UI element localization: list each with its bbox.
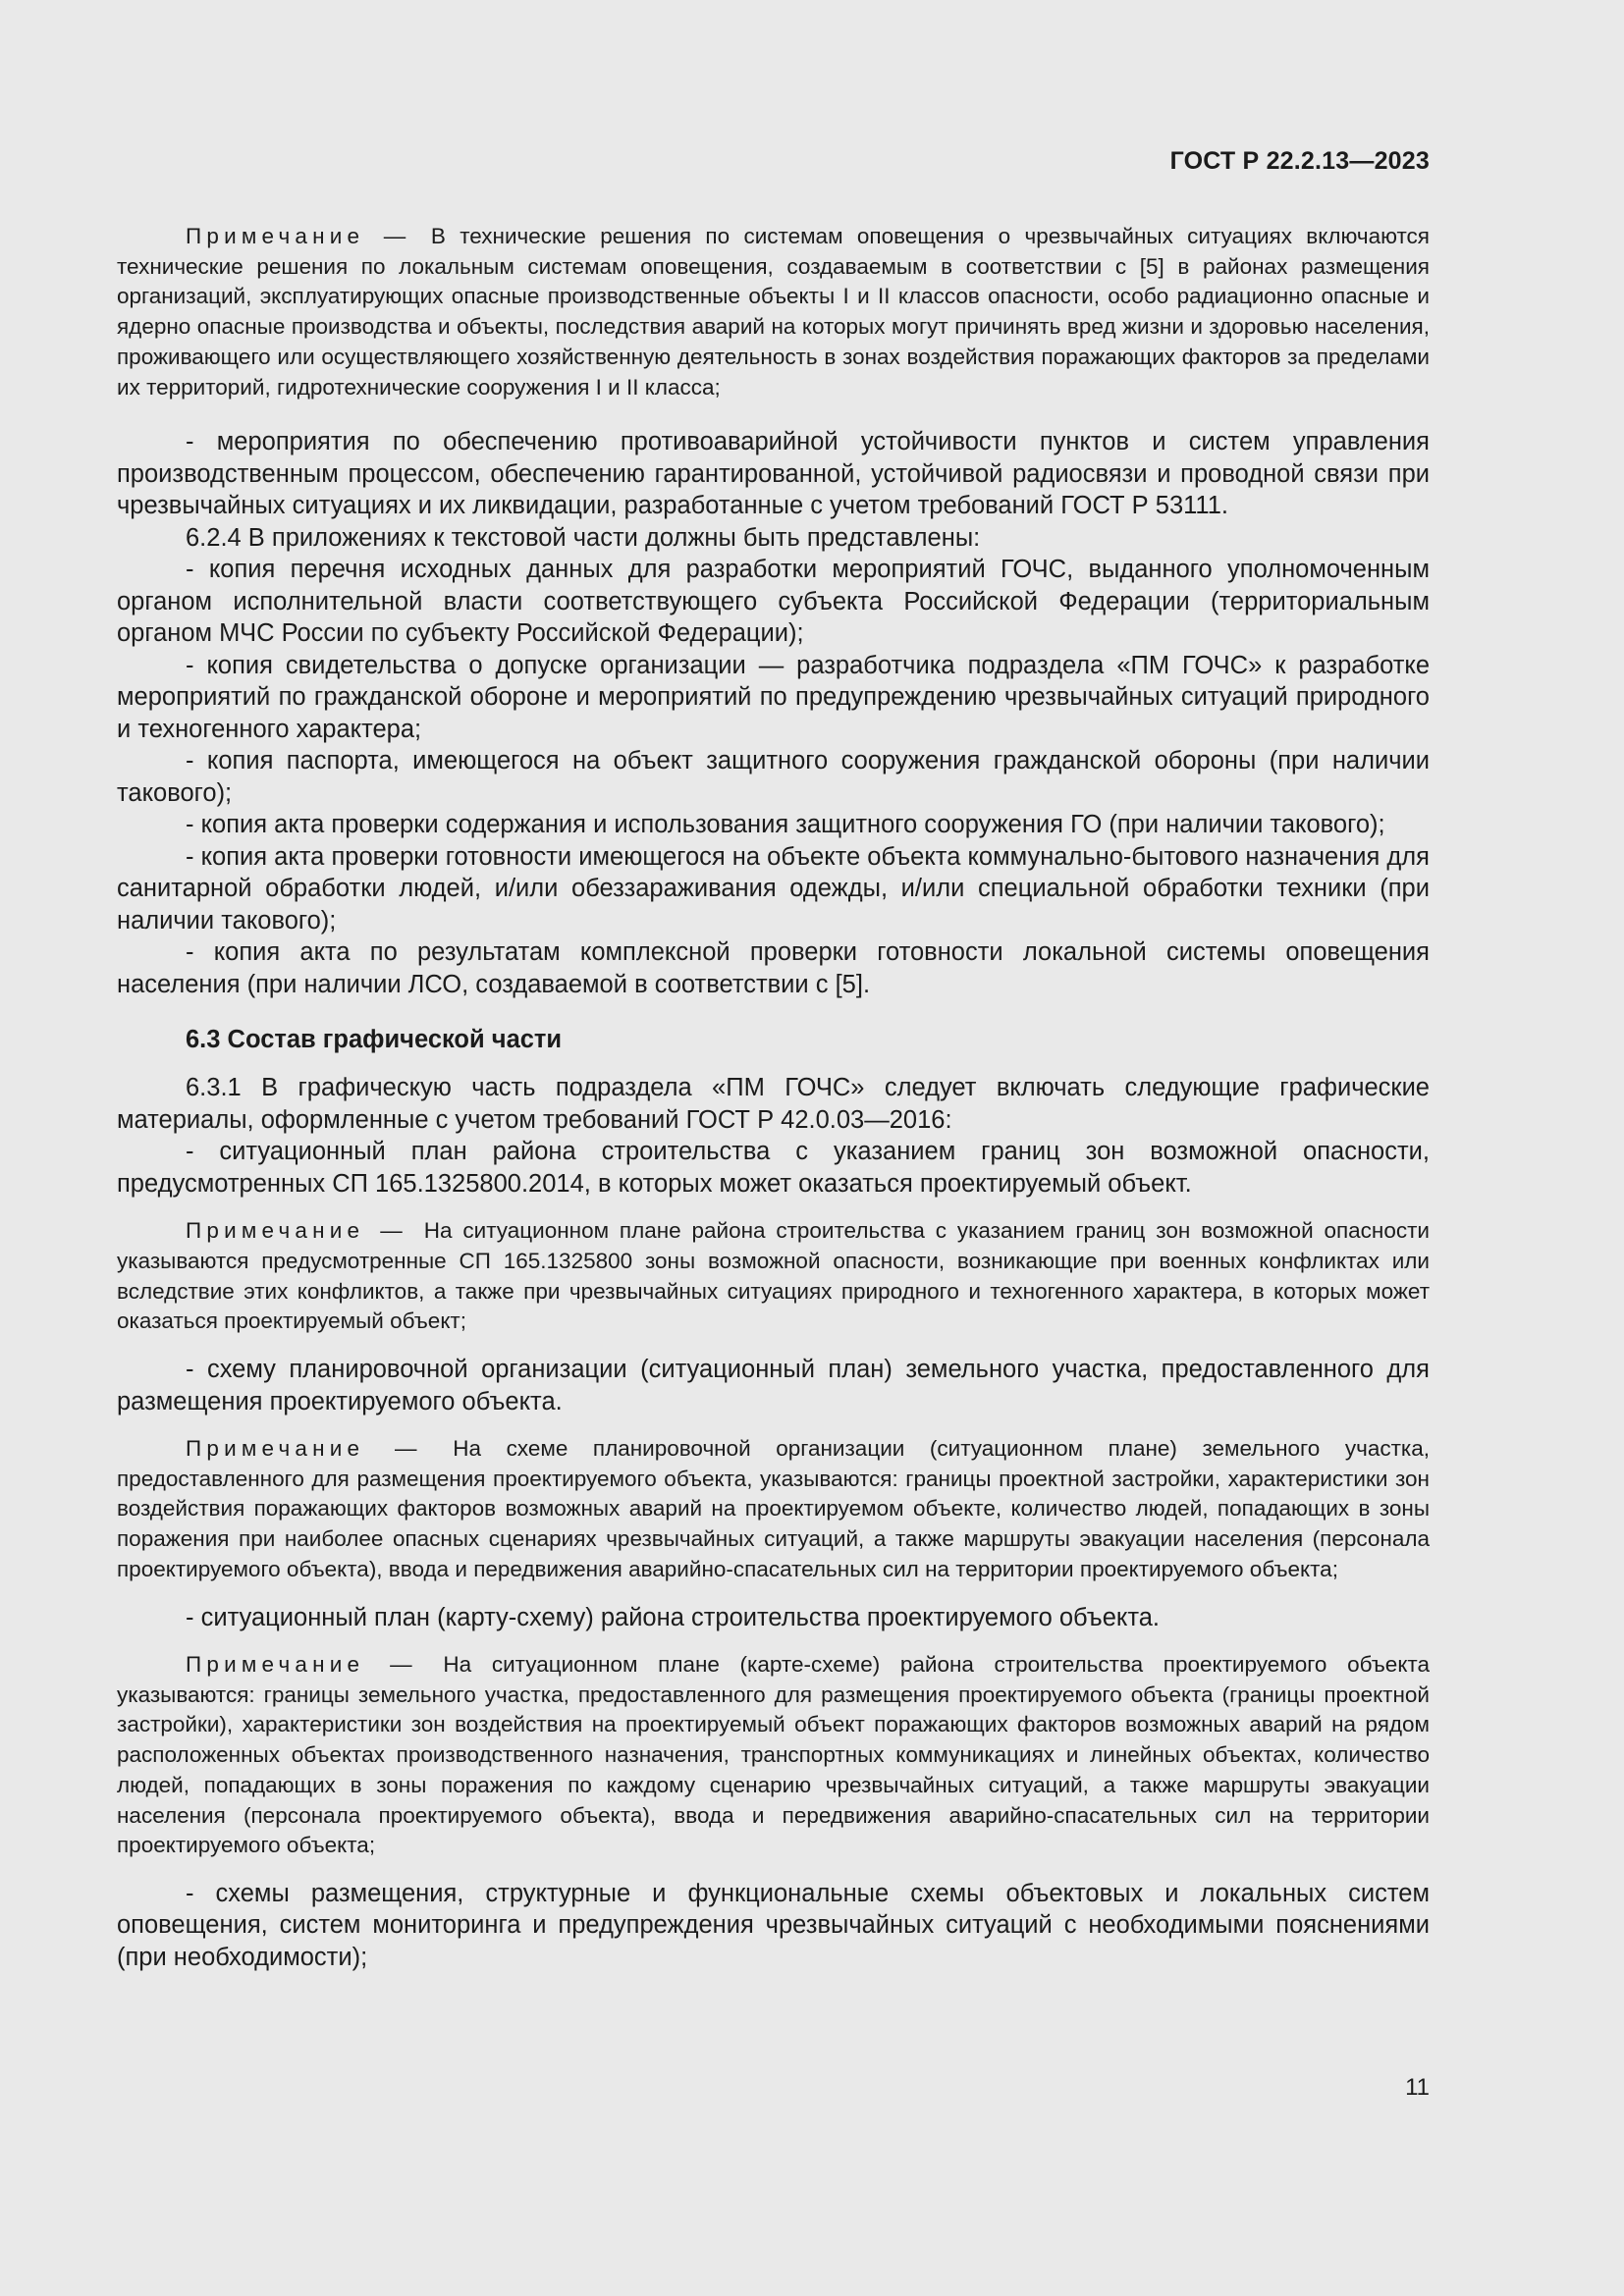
clause-6-3-1: 6.3.1 В графическую часть подраздела «ПМ ГОЧС» следует включать следующие графические материалы, оформленные с учетом требований ГОСТ Р 42.0.03—2016: <box>117 1074 1430 1134</box>
note-text: В технические решения по системам оповещения о чрезвычайных ситуациях включаются технические решения по локальным системам оповещения, создаваемым в соответствии с [5] в районах размещения организаций, эксплуатирующих опасные производственные объекты I и II классов опасности, особо радиационно опасные и ядерно опасные производства и объекты, последствия аварий на которых могут причинять вред жизни и здоровью населения, проживающего или осуществляющего хозяйственную деятельность в зонах воздействия поражающих факторов за пределами их территорий, гидротехнические сооружения I и II класса; <box>117 224 1430 400</box>
page-content <box>117 222 1430 1973</box>
list-item: - ситуационный план (карту-схему) района строительства проектируемого объекта. <box>186 1603 1160 1631</box>
list-item: - копия акта по результатам комплексной проверки готовности локальной системы оповещения населения (при наличии ЛСО, создаваемой в соответствии с [5]. <box>117 938 1430 998</box>
list-item: - схему планировочной организации (ситуационный план) земельного участка, предоставленного для размещения проектируемого объекта. <box>117 1356 1430 1415</box>
document-code: ГОСТ Р 22.2.13—2023 <box>1169 147 1430 175</box>
list-item: - ситуационный план района строительства с указанием границ зон возможной опасности, предусмотренных СП 165.1325800.2014, в которых может оказаться проектируемый объект. <box>117 1138 1430 1198</box>
note-text: На ситуационном плане (карте-схеме) района строительства проектируемого объекта указываются: границы земельного участка, предоставленного для размещения проектируемого объекта (границы проектной застройки), характеристики зон воздействия на проектируемый объект поражающих факторов возможных аварий на рядом расположенных объектах производственного назначения, транспортных коммуникациях и линейных объектах, количество людей, попадающих в зоны поражения по каждому сценарию чрезвычайных ситуаций, а также маршруты эвакуации населения (персонала проектируемого объекта), ввода и передвижения аварийно-спасательных сил на территории проектируемого объекта; <box>117 1652 1430 1858</box>
note-paragraph <box>117 1650 1430 1861</box>
note-text: На схеме планировочной организации (ситуационном плане) земельного участка, предоставленного для размещения проектируемого объекта, указываются: границы проектной застройки, характеристики зон воздействия поражающих факторов возможных аварий на проектируемом объекте, количество людей, попадающих в зоны поражения при наиболее опасных сценариях чрезвычайных ситуаций, а также маршруты эвакуации населения (персонала проектируемого объекта), ввода и передвижения аварийно-спасательных сил на территории проектируемого объекта; <box>117 1436 1430 1581</box>
section-heading: 6.3 Состав графической части <box>186 1026 563 1054</box>
note-label: Примечание — <box>186 224 411 248</box>
clause-6-2-4: 6.2.4 В приложениях к текстовой части должны быть представлены: <box>186 523 981 552</box>
list-item: - схемы размещения, структурные и функциональные схемы объектовых и локальных систем оповещения, систем мониторинга и предупреждения чрезвычайных ситуаций с необходимыми пояснениями (при необходимости); <box>117 1879 1430 1971</box>
list-item: - копия акта проверки готовности имеющегося на объекте объекта коммунально-бытового назначения для санитарной обработки людей, и/или обеззараживания одежды, и/или специальной обработки техники (при наличии такового); <box>117 842 1430 934</box>
list-item: - копия паспорта, имеющегося на объект защитного сооружения гражданской обороны (при наличии такового); <box>117 747 1430 807</box>
list-item: - копия свидетельства о допуске организации — разработчика подраздела «ПМ ГОЧС» к разработке мероприятий по гражданской обороне и мероприятий по предупреждению чрезвычайных ситуаций природного и техногенного характера; <box>117 651 1430 743</box>
note-paragraph <box>117 1434 1430 1585</box>
note-label: Примечание — <box>186 1436 422 1462</box>
note-label: Примечание — <box>186 1652 417 1678</box>
list-item: - копия акта проверки содержания и использования защитного сооружения ГО (при наличии такового); <box>186 811 1385 839</box>
note-text: На ситуационном плане района строительства с указанием границ зон возможной опасности указываются предусмотренные СП 165.1325800 зоны возможной опасности, возникающие при военных конфликтах или вследствие этих конфликтов, а также при чрезвычайных ситуациях природного и техногенного характера, в которых может оказаться проектируемый объект; <box>117 1218 1430 1334</box>
list-item: - копия перечня исходных данных для разработки мероприятий ГОЧС, выданного уполномоченным органом исполнительной власти соответствующего субъекта Российской Федерации (территориальным органом МЧС России по субъекту Российской Федерации); <box>117 556 1430 648</box>
note-label: Примечание — <box>186 1218 407 1244</box>
page-number: 11 <box>1405 2074 1430 2101</box>
note-paragraph <box>117 222 1430 402</box>
note-paragraph <box>117 1216 1430 1337</box>
body-paragraph: - мероприятия по обеспечению противоаварийной устойчивости пунктов и систем управления производственным процессом, обеспечению гарантированной, устойчивой радиосвязи и проводной связи при чрезвычайных ситуациях и их ликвидации, разработанные с учетом требований ГОСТ Р 53111. <box>117 428 1430 520</box>
